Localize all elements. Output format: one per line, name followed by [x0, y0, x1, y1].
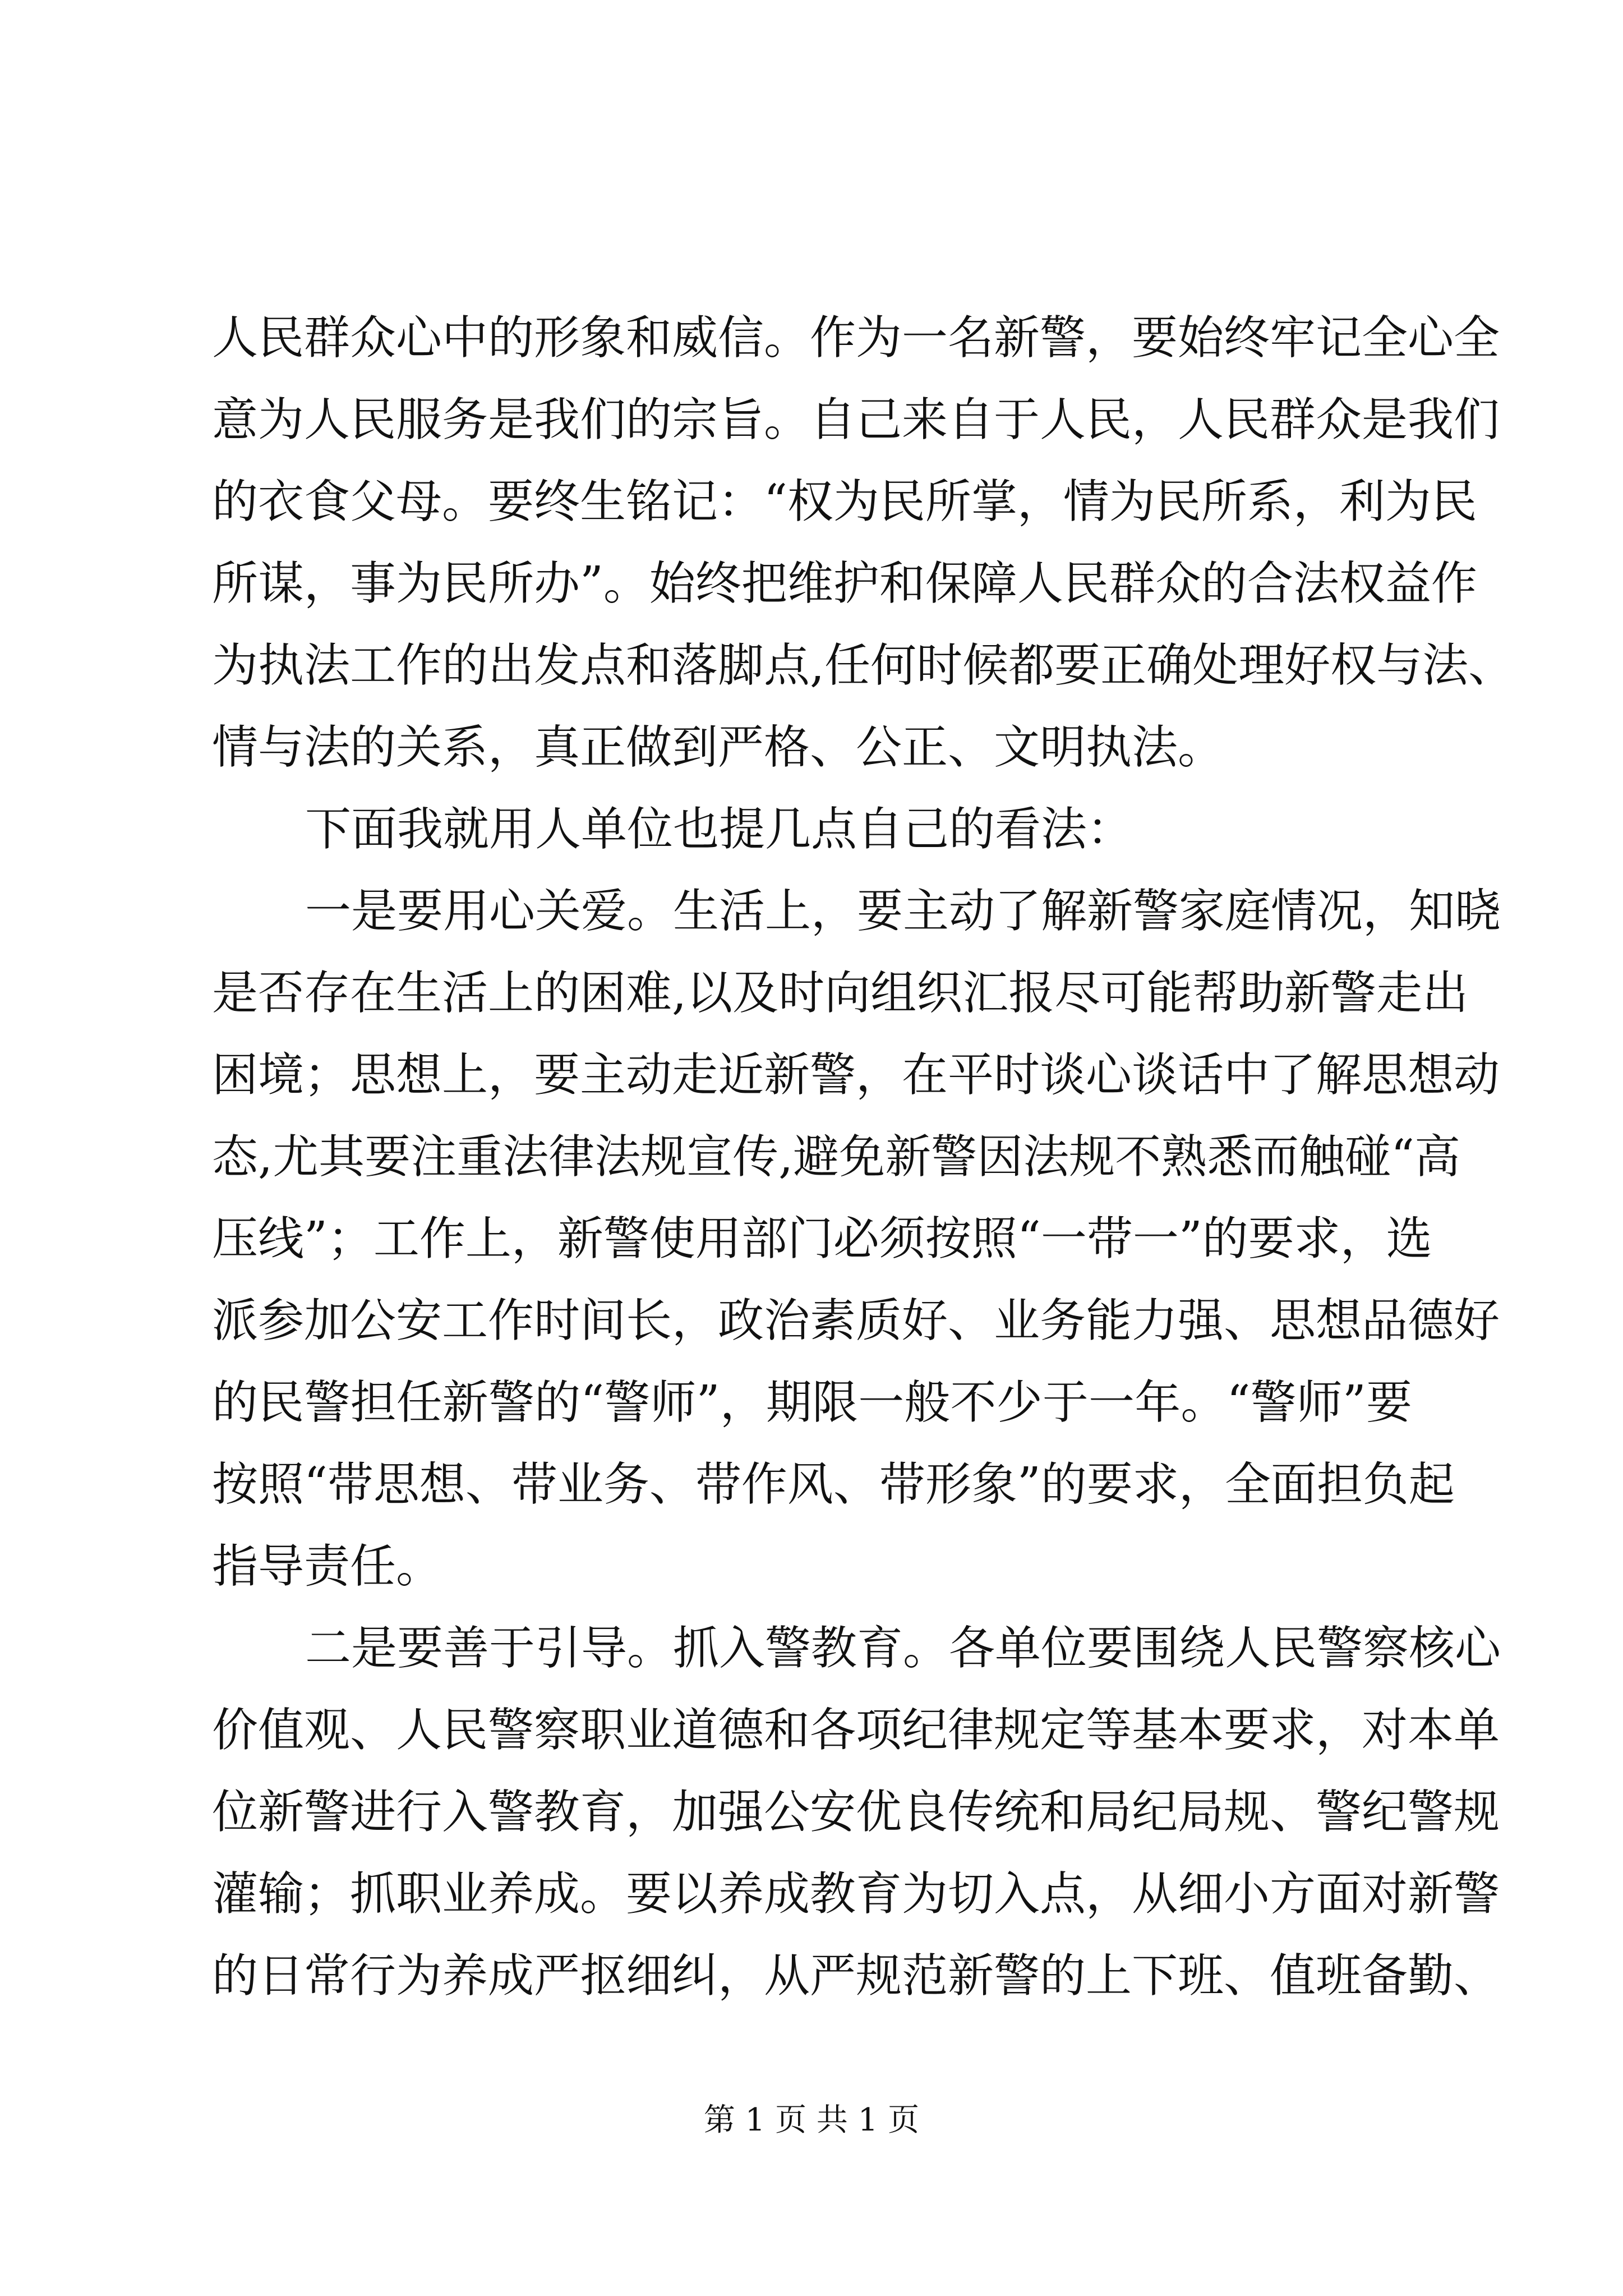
- text-line: 人民群众心中的形象和威信。作为一名新警，要始终牢记全心全: [212, 311, 1500, 365]
- document-body: [212, 297, 1515, 2017]
- text-line: 位新警进行入警教育，加强公安优良传统和局纪局规、警纪警规: [212, 1786, 1500, 1839]
- text-line: 的民警担任新警的“警师”，期限一般不少于一年。“警师”要: [212, 1376, 1412, 1429]
- text-line: 情与法的关系，真正做到严格、公正、文明执法。: [212, 721, 1224, 774]
- text-line: 为执法工作的出发点和落脚点,任何时候都要正确处理好权与法、: [212, 639, 1515, 692]
- text-line: 派参加公安工作时间长，政治素质好、业务能力强、思想品德好: [212, 1294, 1500, 1347]
- text-line: 困境；思想上，要主动走近新警，在平时谈心谈话中了解思想动: [212, 1048, 1500, 1102]
- text-line: 所谋，事为民所办”。始终把维护和保障人民群众的合法权益作: [212, 557, 1477, 610]
- text-line: 灌输；抓职业养成。要以养成教育为切入点，从细小方面对新警: [212, 1867, 1500, 1921]
- text-line: 意为人民服务是我们的宗旨。自己来自于人民，人民群众是我们: [212, 393, 1500, 447]
- text-line: 的衣食父母。要终生铭记：“权为民所掌，情为民所系，利为民: [212, 475, 1477, 528]
- text-line: 是否存在生活上的困难,以及时向组织汇报尽可能帮助新警走出: [212, 967, 1469, 1020]
- text-line: 态,尤其要注重法律法规宣传,避免新警因法规不熟悉而触碰“高: [212, 1130, 1461, 1184]
- text-line: 的日常行为养成严抠细纠，从严规范新警的上下班、值班备勤、: [212, 1949, 1500, 2003]
- page-footer: 第 1 页 共 1 页: [703, 2102, 920, 2138]
- text-line: 价值观、人民警察职业道德和各项纪律规定等基本要求，对本单: [212, 1704, 1500, 1757]
- paragraph-first-line: 下面我就用人单位也提几点自己的看法：: [305, 803, 1133, 856]
- paragraph-first-line: 二是要善于引导。抓入警教育。各单位要围绕人民警察核心: [305, 1622, 1501, 1675]
- text-line: 指导责任。: [212, 1540, 442, 1593]
- text-line: 压线”；工作上，新警使用部门必须按照“一带一”的要求，选: [212, 1212, 1432, 1266]
- paragraph-first-line: 一是要用心关爱。生活上，要主动了解新警家庭情况，知晓: [305, 885, 1501, 938]
- text-line: 按照“带思想、带业务、带作风、带形象”的要求，全面担负起: [212, 1458, 1455, 1511]
